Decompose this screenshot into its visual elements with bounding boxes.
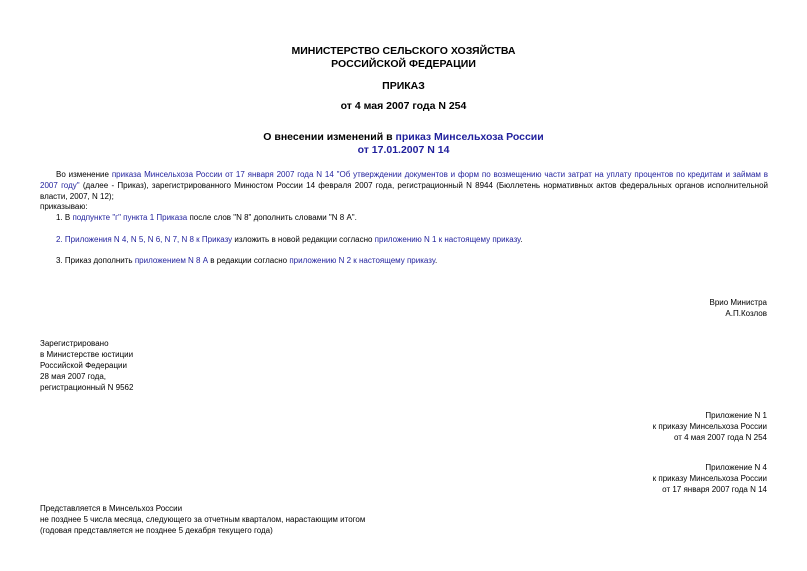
- title-link-date[interactable]: от 17.01.2007 N 14: [357, 144, 450, 156]
- title-prefix: О внесении изменений в: [263, 131, 396, 143]
- item2-text-a: изложить в новой редакции согласно: [232, 235, 375, 244]
- registration-line-2: в Министерстве юстиции: [40, 350, 134, 359]
- footer-line-2: не позднее 5 числа месяца, следующего за отчетным кварталом, нарастающим итогом: [40, 515, 366, 524]
- order-item-1: [56, 212, 357, 223]
- item3-text-b: в редакции согласно: [208, 256, 290, 265]
- item2-link-appendices[interactable]: 2. Приложения N 4, N 5, N 6, N 7, N 8 к Приказу: [56, 235, 233, 244]
- item2-link-appendix1[interactable]: приложению N 1 к настоящему приказу: [374, 235, 521, 244]
- item3-link-appendix8a[interactable]: приложением N 8 А: [134, 256, 209, 265]
- registration-line-4: 28 мая 2007 года,: [40, 372, 106, 381]
- appendix1-line-3: от 4 мая 2007 года N 254: [673, 433, 767, 442]
- item1-link[interactable]: подпункте "г" пункта 1 Приказа: [72, 213, 188, 222]
- registration-line-1: Зарегистрировано: [40, 339, 109, 348]
- appendix4-line-1: Приложение N 4: [705, 463, 767, 472]
- doc-date-number: от 4 мая 2007 года N 254: [340, 100, 467, 112]
- appendix4-line-3: от 17 января 2007 года N 14: [662, 485, 767, 494]
- title-link-order[interactable]: приказ Минсельхоза России: [395, 131, 544, 143]
- registration-line-5: регистрационный N 9562: [40, 383, 134, 392]
- appendix4-line-2: к приказу Минсельхоза России: [652, 474, 767, 483]
- item2-text-b: .: [520, 235, 523, 244]
- ministry-header: [0, 45, 807, 71]
- item1-text-a: 1. В: [56, 213, 73, 222]
- item3-link-appendix2[interactable]: приложению N 2 к настоящему приказу: [289, 256, 436, 265]
- doc-title: [0, 131, 807, 157]
- appendix1-line-2: к приказу Минсельхоза России: [652, 422, 767, 431]
- appendix1-line-1: Приложение N 1: [705, 411, 767, 420]
- registration-block: [40, 338, 133, 393]
- intro-link-order[interactable]: приказа Минсельхоза России от 17 января 2007 года N 14 "Об утверждении документов и форм по возмещению части затрат на уплату процентов по кредитам и займам в 2007 году": [40, 170, 768, 190]
- footer-line-3: (годовая представляется не позднее 5 декабря текущего года): [40, 526, 273, 535]
- intro-text-2: (далее - Приказ), зарегистрированного Минюстом России 14 февраля 2007 года, регистрационный N 8944 (Бюллетень нормативных актов федеральных органов исполнительной власти, 2007, N 12);: [40, 181, 768, 201]
- item1-text-b: после слов "N 8" дополнить словами "N 8 А".: [187, 213, 357, 222]
- intro-text-1: Во изменение: [56, 170, 112, 179]
- order-item-3: [56, 255, 437, 266]
- intro-paragraph: [40, 169, 768, 202]
- item3-text-a: 3. Приказ дополнить: [56, 256, 135, 265]
- footer-note: [40, 503, 365, 536]
- doc-type: ПРИКАЗ: [382, 80, 425, 92]
- signature-name: А.П.Козлов: [725, 309, 767, 318]
- order-item-2: [56, 234, 523, 245]
- appendix-4-header: [653, 462, 767, 495]
- registration-line-3: Российской Федерации: [40, 361, 127, 370]
- appendix-1-header: [653, 410, 767, 443]
- signature-block: [709, 297, 767, 319]
- item3-text-c: .: [435, 256, 438, 265]
- signature-position: Врио Министра: [709, 298, 767, 307]
- ministry-line-1: МИНИСТЕРСТВО СЕЛЬСКОГО ХОЗЯЙСТВА: [291, 45, 516, 57]
- order-word: приказываю:: [40, 202, 88, 211]
- ministry-line-2: РОССИЙСКОЙ ФЕДЕРАЦИИ: [331, 58, 476, 70]
- footer-line-1: Представляется в Минсельхоз России: [40, 504, 183, 513]
